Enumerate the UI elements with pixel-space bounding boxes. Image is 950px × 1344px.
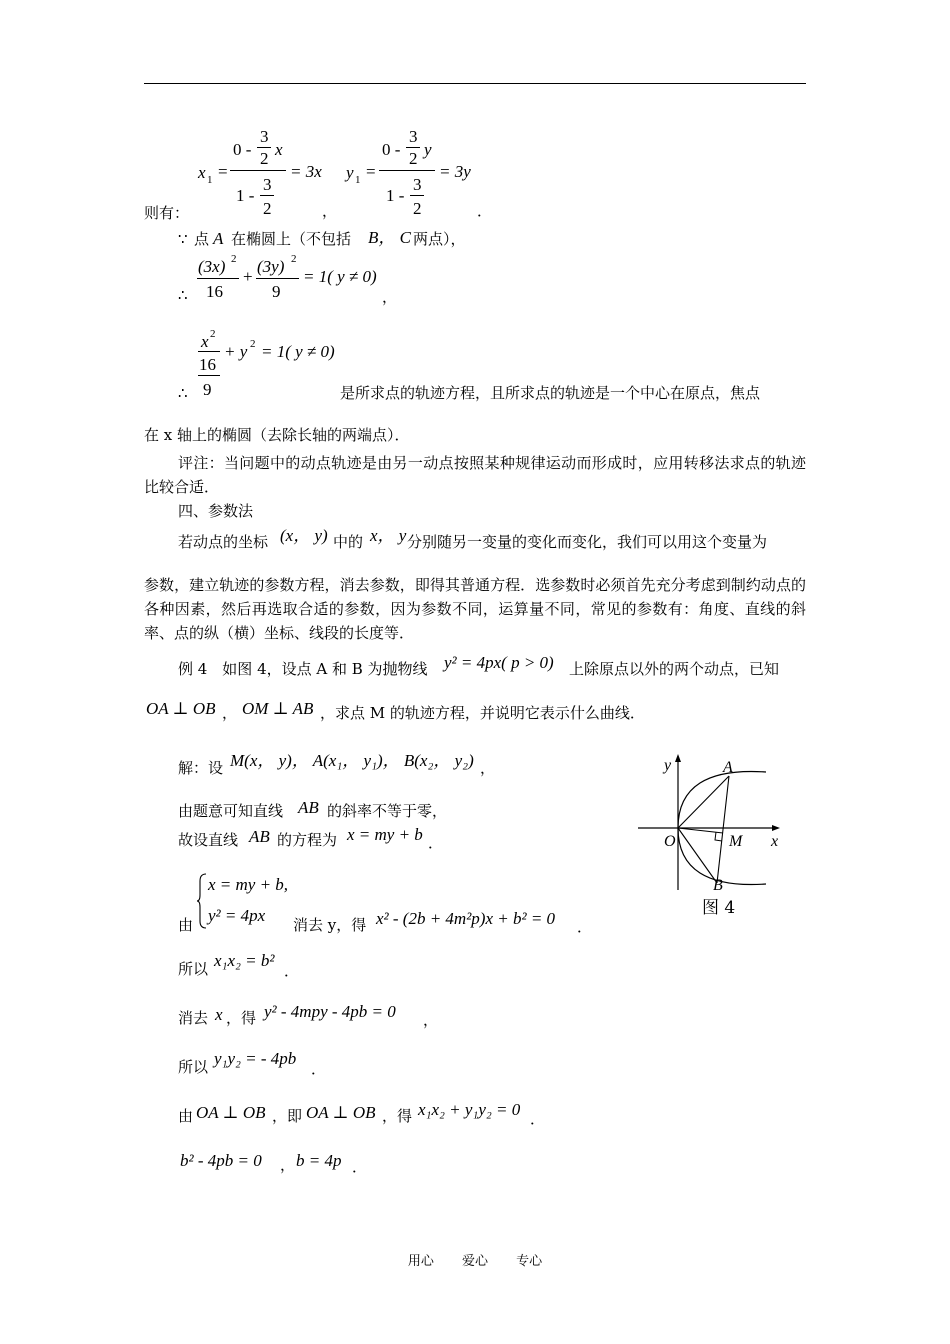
- y1-den-frac-bottom: 2: [413, 199, 422, 218]
- y1-result: = 3y: [439, 162, 471, 181]
- because-text-3: 两点），: [413, 230, 466, 248]
- frac1-numerator: (3x): [198, 257, 226, 276]
- sys-text: 消去 y，得: [293, 916, 367, 934]
- y1-num-lead: 0 -: [382, 140, 401, 159]
- y1-num-frac-bottom: 2: [409, 149, 418, 168]
- lead-text: 则有：: [144, 204, 190, 222]
- sol-slope-text-1: 由题意可知直线: [178, 802, 284, 820]
- y-axis-arrow-icon: [675, 754, 681, 762]
- perp-end: ．: [530, 1110, 546, 1128]
- perp-text-1: 由: [178, 1107, 194, 1125]
- therefore-symbol: ∴: [178, 384, 188, 402]
- vieta-x-end: ．: [284, 962, 300, 980]
- comment-paragraph: 评注：当问题中的动点轨迹是由另一动点按照某种规律运动而形成时，应用转移法求点的轨迹比较合适．: [144, 454, 806, 496]
- conclusion-text: 是所求点的轨迹方程，且所求点的轨迹是一个中心在原点，焦点: [340, 384, 761, 402]
- vieta-x: x₁x₂ = b²: [214, 951, 275, 970]
- period: ．: [477, 202, 493, 220]
- point-a: A: [213, 229, 224, 248]
- sys-end: ．: [577, 918, 593, 936]
- sol-setup-text: 解：设: [178, 759, 224, 777]
- conclusion-continuation: 在 x 轴上的椭圆（去除长轴的两端点）．: [144, 426, 410, 444]
- because-text-1: 点: [194, 230, 210, 248]
- perp-text-2: ，即: [272, 1107, 303, 1125]
- y1-num-var: y: [424, 140, 432, 159]
- x1-subscript: 1: [207, 174, 213, 186]
- vieta-x-text: 所以: [178, 960, 209, 978]
- y1-den-lead: 1 -: [386, 186, 405, 205]
- param-paragraph: 参数，建立轨迹的参数方程，消去参数，即得其普通方程．选参数时必须首先充分考虑到制约动点的各种因素，然后再选取合适的参数，因为参数不同，运算量不同，常见的参数有：角度、直线的斜率、点的纵（横）坐标、线段的长度等．: [144, 576, 806, 642]
- plus-sign: +: [243, 267, 253, 286]
- frac2-denominator: 9: [272, 282, 281, 301]
- page-footer: [0, 1250, 950, 1269]
- x1-main-frac-bar: [230, 170, 286, 171]
- ellipse-rhs: = 1( y ≠ 0): [303, 267, 377, 286]
- footer-item-1: 用心: [407, 1254, 434, 1269]
- y1-den-frac-top: 3: [413, 175, 422, 194]
- x1-den-frac-bar: [260, 195, 274, 196]
- sol-line-end: ．: [428, 834, 444, 852]
- comma: ，: [322, 202, 338, 220]
- vieta-y: y₁y₂ = - 4pb: [214, 1049, 297, 1068]
- y1-den-frac-bar: [410, 195, 424, 196]
- system-eq-2: y² = 4px: [208, 906, 266, 925]
- because-symbol: ∵: [178, 230, 188, 248]
- header-rule: [144, 83, 806, 84]
- fig-caption: 图 4: [702, 898, 736, 918]
- nested-frac-top-sup: 2: [210, 328, 216, 340]
- nested-inner-bar: [198, 351, 220, 352]
- param-text-1: 若动点的坐标: [178, 533, 269, 551]
- because-text-2: 在椭圆上（不包括: [231, 230, 352, 248]
- therefore-symbol: ∴: [178, 286, 188, 304]
- sys-result: x² - (2b + 4m²p)x + b² = 0: [376, 909, 556, 928]
- fig-label-A: A: [723, 759, 733, 776]
- points-bc: B， C: [368, 228, 411, 247]
- x1-equals: =: [218, 162, 228, 181]
- y1-num-frac-bar: [406, 147, 420, 148]
- example-text-3: ，求点 M 的轨迹方程，并说明它表示什么曲线．: [320, 704, 645, 722]
- sol-line-ab: AB: [249, 827, 270, 846]
- x1-num-frac-bottom: 2: [260, 149, 269, 168]
- sol-line-text-2: 的方程为: [277, 831, 338, 849]
- perp-result: x₁x₂ + y₁y₂ = 0: [418, 1100, 521, 1119]
- param-text-3: 分别随另一变量的变化而变化，我们可以用这个变量为: [407, 533, 768, 551]
- perp-cond-1: OA ⊥ OB: [196, 1103, 266, 1122]
- system-eq-1: x = my + b,: [208, 875, 289, 894]
- y-sup: 2: [250, 338, 256, 350]
- frac2-sup: 2: [291, 253, 297, 265]
- b-equation: b² - 4pb = 0: [180, 1151, 262, 1170]
- nested-frac-mid: 16: [199, 355, 216, 374]
- section-title: 四、参数法: [178, 502, 254, 520]
- elim-x-var: x: [215, 1005, 223, 1024]
- plus-y: + y: [224, 342, 248, 361]
- b-value: b = 4p: [296, 1151, 342, 1170]
- ellipse-rhs-2: = 1( y ≠ 0): [261, 342, 335, 361]
- sol-slope-text-2: 的斜率不等于零，: [327, 802, 448, 820]
- sys-lead: 由: [178, 916, 194, 934]
- elim-x-end: ，: [423, 1011, 439, 1029]
- footer-item-3: 专心: [516, 1254, 543, 1269]
- parabola-equation: y² = 4px( p > 0): [444, 653, 554, 672]
- segment-ab: [717, 776, 729, 883]
- x1-den-frac-bottom: 2: [263, 199, 272, 218]
- perp-text-3: ，得: [382, 1107, 413, 1125]
- x1-num-frac-top: 3: [260, 127, 269, 146]
- nested-outer-bar: [198, 375, 220, 376]
- b-end: ．: [352, 1158, 368, 1176]
- coord-pair: (x， y): [280, 526, 328, 545]
- vieta-y-end: ．: [311, 1060, 327, 1078]
- y1-symbol: y: [346, 163, 354, 182]
- elim-x-eq: y² - 4mpy - 4pb = 0: [264, 1002, 396, 1021]
- frac1-bar: [197, 278, 239, 279]
- sol-line-equation: x = my + b: [347, 825, 423, 844]
- y1-equals: =: [366, 162, 376, 181]
- x1-num-var: x: [275, 140, 283, 159]
- xy-vars: x， y: [370, 526, 407, 545]
- fig-label-x: x: [771, 833, 779, 850]
- x1-symbol: x: [198, 163, 206, 182]
- sol-setup-points: M(x， y)， A(x₁， y₁)， B(x₂， y₂): [230, 751, 474, 770]
- example-text-1: 例 4 如图 4，设点 A 和 B 为抛物线: [178, 660, 428, 678]
- vieta-y-text: 所以: [178, 1058, 209, 1076]
- sol-line-text-1: 故设直线: [178, 831, 239, 849]
- example-text-2: 上除原点以外的两个动点，已知: [569, 660, 780, 678]
- figure-4: [630, 752, 790, 928]
- perp-cond-2: OA ⊥ OB: [306, 1103, 376, 1122]
- right-angle-mark: [715, 832, 722, 841]
- sol-slope-ab: AB: [298, 798, 319, 817]
- fig-label-b: B: [713, 877, 723, 894]
- nested-frac-top: x: [201, 332, 209, 351]
- fig-label-m: M: [729, 833, 743, 850]
- fig-label-o: O: [664, 833, 676, 850]
- elim-x-text-2: ，得: [226, 1009, 257, 1027]
- frac2-numerator: (3y): [257, 257, 285, 276]
- sol-setup-end: ，: [480, 759, 496, 777]
- param-text-2: 中的: [333, 533, 364, 551]
- x1-den-frac-top: 3: [263, 175, 272, 194]
- fig-label-y: y: [664, 757, 672, 774]
- system-brace: [196, 873, 208, 929]
- condition-separator: ，: [222, 704, 238, 722]
- frac2-bar: [256, 278, 299, 279]
- nested-frac-den: 9: [203, 380, 212, 399]
- y1-subscript: 1: [355, 174, 361, 186]
- b-separator: ，: [280, 1156, 296, 1174]
- frac1-sup: 2: [231, 253, 237, 265]
- elim-x-text-1: 消去: [178, 1009, 209, 1027]
- x1-result: = 3x: [290, 162, 322, 181]
- trailing-comma: ，: [382, 288, 398, 306]
- x1-num-frac-bar: [257, 147, 271, 148]
- x1-num-lead: 0 -: [233, 140, 252, 159]
- x-axis-arrow-icon: [772, 825, 780, 831]
- y1-num-frac-top: 3: [409, 127, 418, 146]
- x1-den-lead: 1 -: [236, 186, 255, 205]
- condition-om-ab: OM ⊥ AB: [242, 699, 314, 718]
- condition-oa-ob: OA ⊥ OB: [146, 699, 216, 718]
- footer-item-2: 爱心: [461, 1254, 488, 1269]
- y1-main-frac-bar: [379, 170, 435, 171]
- segment-oa: [678, 776, 729, 828]
- frac1-denominator: 16: [206, 282, 223, 301]
